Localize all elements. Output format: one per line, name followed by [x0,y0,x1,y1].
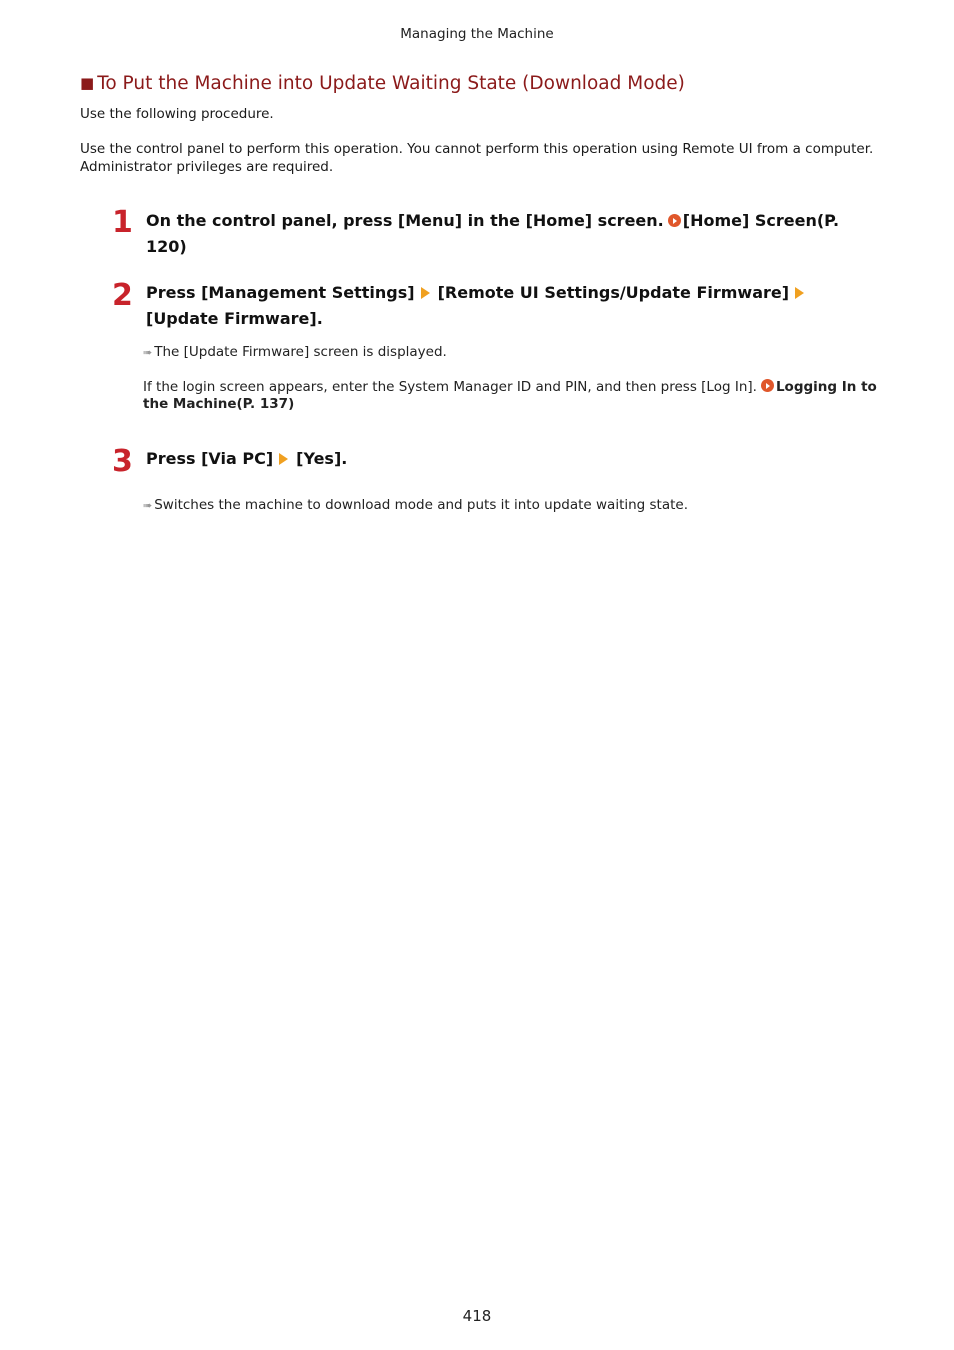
section-bullet: ■ [80,74,95,92]
step-2-note [143,379,883,413]
page-number: 418 [462,1307,492,1325]
step-number-2: 2 [112,278,133,313]
step-number-1: 1 [112,205,133,240]
step-3-part-2: [Yes]. [296,449,348,468]
step-2-instruction [146,280,876,332]
step-2-part-1: Press [Management Settings] [146,283,415,302]
logging-in-link[interactable]: Logging In to the Machine(P. 137) [143,379,877,412]
step-2-note-text: If the login screen appears, enter the System Manager ID and PIN, and then press [Log In]. [143,379,757,395]
step-1-text: On the control panel, press [Menu] in the [Home] screen. [146,211,664,230]
next-arrow-icon [795,287,804,299]
step-3-result-text: Switches the machine to download mode and puts it into update waiting state. [154,497,689,513]
link-arrow-icon [668,214,681,227]
next-arrow-icon [279,453,288,465]
step-2-result [143,344,447,360]
step-number-3: 3 [112,444,133,479]
intro-paragraph: Use the following procedure. [80,106,274,122]
section-title [80,73,685,94]
home-screen-link[interactable]: [Home] Screen(P. 120) [146,211,840,256]
step-1-instruction [146,208,876,260]
step-3-part-1: Press [Via PC] [146,449,274,468]
page-header: Managing the Machine [400,26,554,42]
step-2-result-text: The [Update Firmware] screen is displayed. [154,344,447,360]
section-title-text: To Put the Machine into Update Waiting State (Download Mode) [97,73,685,94]
next-arrow-icon [421,287,430,299]
step-3-instruction [146,446,876,472]
link-arrow-icon [761,379,774,392]
step-3-result [143,497,688,513]
step-2-part-3: [Update Firmware]. [146,309,323,328]
result-arrow-icon: ➠ [143,346,152,359]
result-arrow-icon: ➠ [143,499,152,512]
intro-note-paragraph: Use the control panel to perform this operation. You cannot perform this operation using Remote UI from a computer. Administrator privileges are required. [80,141,874,175]
step-2-part-2: [Remote UI Settings/Update Firmware] [437,283,790,302]
